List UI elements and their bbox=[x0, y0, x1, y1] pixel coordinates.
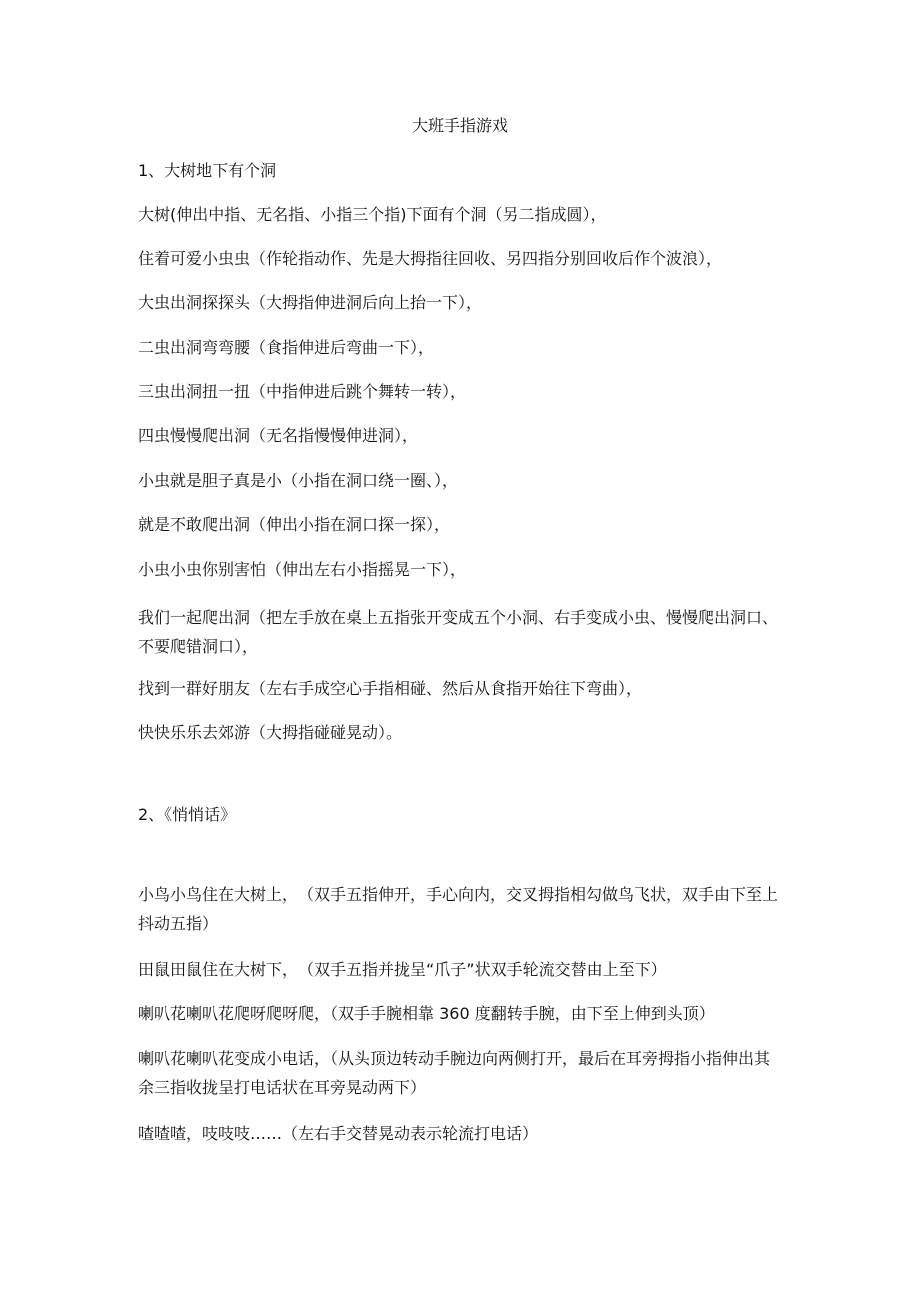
document-title: 大班手指游戏 bbox=[411, 116, 508, 135]
section-1-heading: 1、大树地下有个洞 bbox=[138, 161, 277, 180]
section-2-line: 喳喳喳，吱吱吱……（左右手交替晃动表示轮流打电话） bbox=[138, 1124, 539, 1143]
section-2-line: 喇叭花喇叭花爬呀爬呀爬，（双手手腕相靠 360 度翻转手腕，由下至上伸到头顶） bbox=[138, 1004, 715, 1023]
section-1-line: 住着可爱小虫虫（作轮指动作、先是大拇指往回收、另四指分别回收后作个波浪）， bbox=[138, 249, 723, 268]
section-1-line: 三虫出洞扭一扭（中指伸进后跳个舞转一转）， bbox=[138, 382, 467, 401]
section-1-line: 大虫出洞探探头（大拇指伸进洞后向上抬一下）， bbox=[138, 293, 483, 312]
section-1-line: 我们一起爬出洞（把左手放在桌上五指张开变成五个小洞、右手变成小虫、慢慢爬出洞口、不要爬错洞口）， bbox=[138, 608, 779, 656]
section-1-line: 四虫慢慢爬出洞（无名指慢慢伸进洞）， bbox=[138, 426, 419, 445]
section-2-line: 喇叭花喇叭花变成小电话，（从头顶边转动手腕边向两侧打开，最后在耳旁拇指小指伸出其余三指收拢呈打电话状在耳旁晃动两下） bbox=[138, 1049, 771, 1097]
section-1-line: 找到一群好朋友（左右手成空心手指相碰、然后从食指开始往下弯曲）， bbox=[138, 679, 643, 698]
section-1-line: 小虫就是胆子真是小（小指在洞口绕一圈、）， bbox=[138, 471, 459, 490]
section-1-line: 小虫小虫你别害怕（伸出左右小指摇晃一下）， bbox=[138, 560, 467, 579]
section-1-line: 大树(伸出中指、无名指、小指三个指)下面有个洞（另二指成圆）， bbox=[138, 205, 607, 224]
section-1-line: 二虫出洞弯弯腰（食指伸进后弯曲一下）， bbox=[138, 338, 435, 357]
section-2-line: 小鸟小鸟住在大树上， （双手五指伸开，手心向内，交叉拇指相勾做鸟飞状，双手由下至上抖动五指） bbox=[138, 885, 779, 933]
section-2-heading: 2、《悄悄话》 bbox=[138, 805, 237, 824]
section-2-line: 田鼠田鼠住在大树下， （双手五指并拢呈“爪子”状双手轮流交替由上至下） bbox=[138, 960, 667, 979]
section-1-line: 快快乐乐去郊游（大拇指碰碰晃动）。 bbox=[138, 723, 403, 742]
section-1-line: 就是不敢爬出洞（伸出小指在洞口探一探）， bbox=[138, 515, 451, 534]
